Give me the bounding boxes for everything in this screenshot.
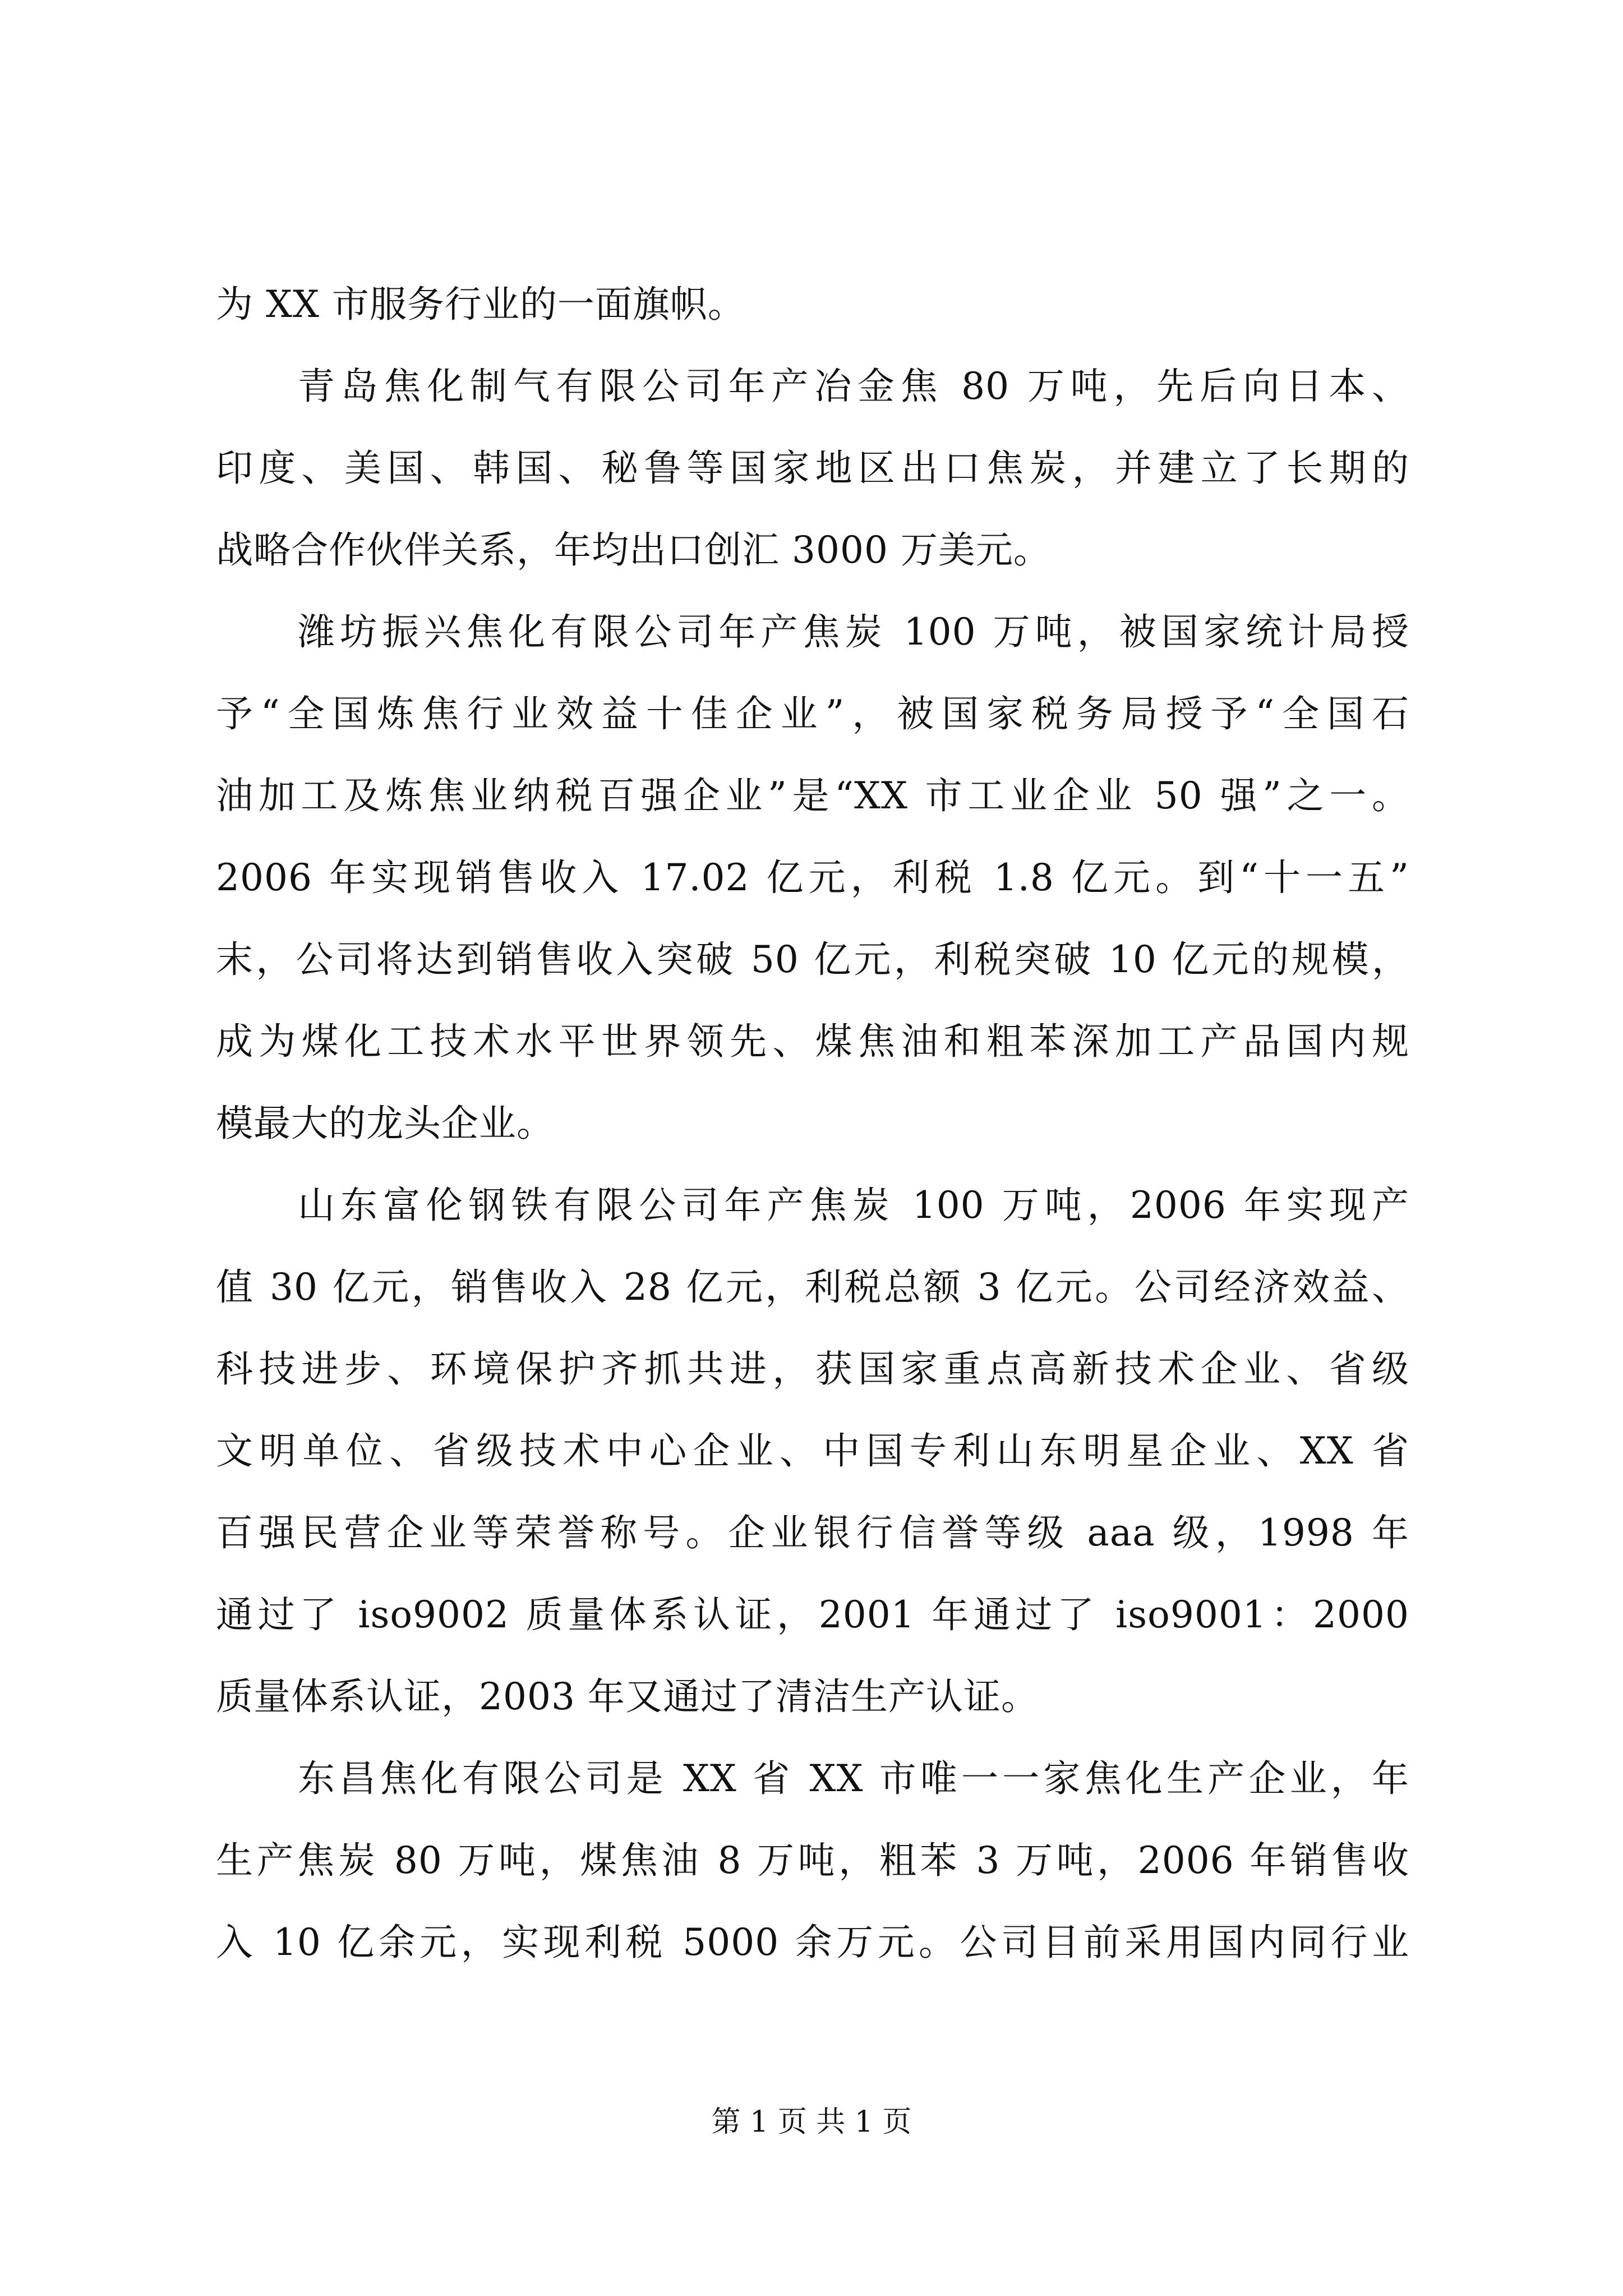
text-line: 通过了 iso9002 质量体系认证，2001 年通过了 iso9001：2000 — [216, 1593, 1409, 1636]
page-footer: 第 1 页 共 1 页 — [711, 2105, 912, 2139]
text-line: 百强民营企业等荣誉称号。企业银行信誉等级 aaa 级，1998 年 — [216, 1511, 1409, 1554]
text-line: 为 XX 市服务行业的一面旗帜。 — [216, 283, 745, 326]
text-line: 东昌焦化有限公司是 XX 省 XX 市唯一一家焦化生产企业，年 — [298, 1757, 1409, 1800]
text-line: 予“全国炼焦行业效益十佳企业”，被国家税务局授予“全国石 — [216, 692, 1409, 735]
text-line: 2006 年实现销售收入 17.02 亿元，利税 1.8 亿元。到“十一五” — [216, 856, 1409, 899]
text-line: 入 10 亿余元，实现利税 5000 余万元。公司目前采用国内同行业 — [216, 1921, 1409, 1964]
text-line: 山东富伦钢铁有限公司年产焦炭 100 万吨，2006 年实现产 — [298, 1184, 1409, 1227]
text-line: 生产焦炭 80 万吨，煤焦油 8 万吨，粗苯 3 万吨，2006 年销售收 — [216, 1839, 1409, 1882]
text-line: 战略合作伙伴关系，年均出口创汇 3000 万美元。 — [216, 528, 1051, 572]
text-line: 潍坊振兴焦化有限公司年产焦炭 100 万吨，被国家统计局授 — [298, 610, 1409, 654]
text-line: 文明单位、省级技术中心企业、中国专利山东明星企业、XX 省 — [216, 1429, 1409, 1473]
text-line: 值 30 亿元，销售收入 28 亿元，利税总额 3 亿元。公司经济效益、 — [216, 1266, 1409, 1309]
text-line: 质量体系认证，2003 年又通过了清洁生产认证。 — [216, 1675, 1039, 1718]
text-line: 成为煤化工技术水平世界领先、煤焦油和粗苯深加工产品国内规 — [216, 1020, 1409, 1063]
document-body — [216, 264, 1409, 1984]
text-line: 油加工及炼焦业纳税百强企业”是“XX 市工业企业 50 强”之一。 — [216, 774, 1409, 817]
text-line: 模最大的龙头企业。 — [216, 1102, 554, 1145]
text-line: 印度、美国、韩国、秘鲁等国家地区出口焦炭，并建立了长期的 — [216, 447, 1409, 490]
text-line: 青岛焦化制气有限公司年产冶金焦 80 万吨，先后向日本、 — [298, 365, 1409, 408]
text-line: 末，公司将达到销售收入突破 50 亿元，利税突破 10 亿元的规模， — [216, 938, 1409, 981]
text-line: 科技进步、环境保护齐抓共进，获国家重点高新技术企业、省级 — [216, 1347, 1409, 1391]
